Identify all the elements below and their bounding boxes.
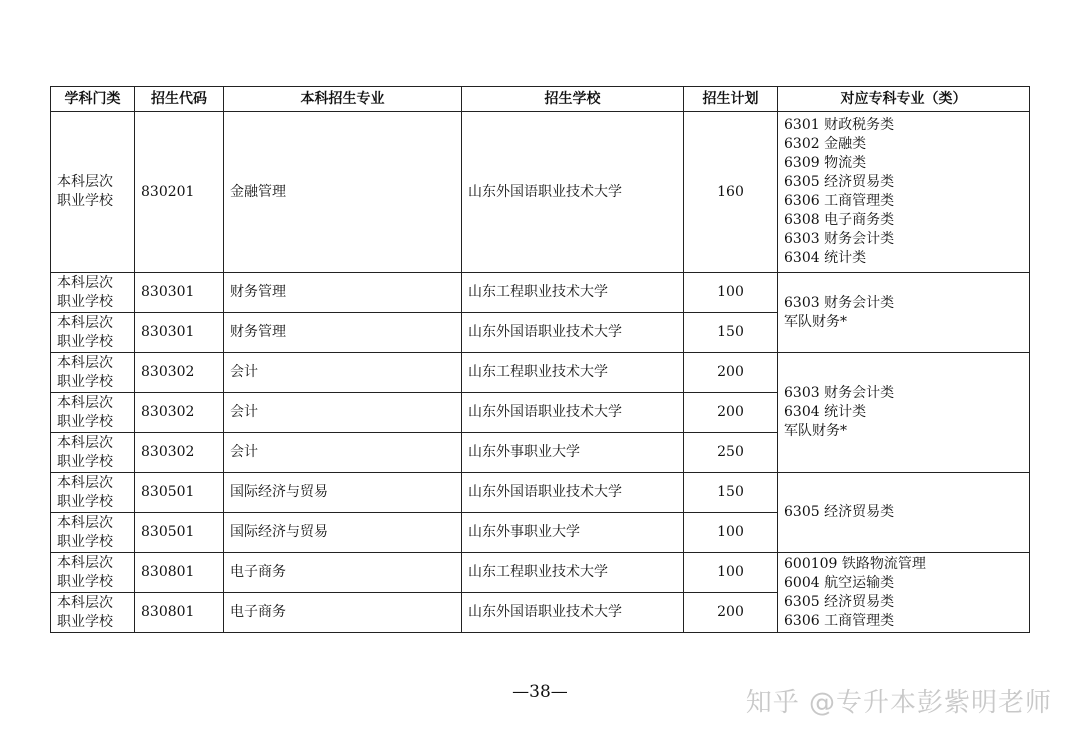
category-cell: 本科层次 职业学校: [51, 513, 135, 553]
header-code: 招生代码: [135, 87, 224, 112]
category-cell: 本科层次 职业学校: [51, 393, 135, 433]
plan-cell: 100: [684, 513, 778, 553]
code-cell: 830302: [135, 393, 224, 433]
table-row: [51, 553, 1030, 593]
header-related-major: 对应专科专业（类）: [778, 87, 1030, 112]
code-cell: 830801: [135, 593, 224, 633]
school-cell: 山东外国语职业技术大学: [462, 473, 684, 513]
category-cell: 本科层次 职业学校: [51, 553, 135, 593]
plan-cell: 100: [684, 273, 778, 313]
header-school: 招生学校: [462, 87, 684, 112]
plan-cell: 160: [684, 112, 778, 273]
table-header-row: [51, 87, 1030, 112]
plan-cell: 150: [684, 473, 778, 513]
page-number: —38—: [512, 682, 568, 702]
major-cell: 国际经济与贸易: [224, 513, 462, 553]
code-cell: 830302: [135, 433, 224, 473]
related-major-cell: 6303 财务会计类 6304 统计类 军队财务*: [778, 353, 1030, 473]
plan-cell: 200: [684, 393, 778, 433]
related-major-cell: 6303 财务会计类 军队财务*: [778, 273, 1030, 353]
header-major: 本科招生专业: [224, 87, 462, 112]
school-cell: 山东外国语职业技术大学: [462, 393, 684, 433]
code-cell: 830302: [135, 353, 224, 393]
table-row: [51, 112, 1030, 273]
watermark: 知乎 @专升本彭紫明老师: [745, 688, 1052, 718]
plan-cell: 250: [684, 433, 778, 473]
major-cell: 金融管理: [224, 112, 462, 273]
plan-cell: 200: [684, 353, 778, 393]
related-major-cell: 600109 铁路物流管理 6004 航空运输类 6305 经济贸易类 6306 工商管理类: [778, 553, 1030, 633]
school-cell: 山东外国语职业技术大学: [462, 313, 684, 353]
category-cell: 本科层次 职业学校: [51, 473, 135, 513]
code-cell: 830201: [135, 112, 224, 273]
major-cell: 电子商务: [224, 593, 462, 633]
school-cell: 山东外国语职业技术大学: [462, 112, 684, 273]
header-category: 学科门类: [51, 87, 135, 112]
category-cell: 本科层次 职业学校: [51, 273, 135, 313]
plan-cell: 200: [684, 593, 778, 633]
category-cell: 本科层次 职业学校: [51, 313, 135, 353]
major-cell: 财务管理: [224, 273, 462, 313]
table-row: [51, 473, 1030, 513]
school-cell: 山东工程职业技术大学: [462, 353, 684, 393]
school-cell: 山东工程职业技术大学: [462, 273, 684, 313]
major-cell: 财务管理: [224, 313, 462, 353]
plan-cell: 150: [684, 313, 778, 353]
code-cell: 830501: [135, 513, 224, 553]
code-cell: 830301: [135, 313, 224, 353]
major-cell: 会计: [224, 353, 462, 393]
code-cell: 830301: [135, 273, 224, 313]
category-cell: 本科层次 职业学校: [51, 433, 135, 473]
school-cell: 山东工程职业技术大学: [462, 553, 684, 593]
code-cell: 830501: [135, 473, 224, 513]
header-plan: 招生计划: [684, 87, 778, 112]
admission-plan-table: [50, 86, 1030, 633]
school-cell: 山东外事职业大学: [462, 513, 684, 553]
related-major-cell: 6301 财政税务类 6302 金融类 6309 物流类 6305 经济贸易类 6306 工商管理类 6308 电子商务类 6303 财务会计类 6304 统计类: [778, 112, 1030, 273]
table-row: [51, 353, 1030, 393]
major-cell: 国际经济与贸易: [224, 473, 462, 513]
code-cell: 830801: [135, 553, 224, 593]
table-row: [51, 273, 1030, 313]
major-cell: 会计: [224, 393, 462, 433]
category-cell: 本科层次 职业学校: [51, 353, 135, 393]
category-cell: 本科层次 职业学校: [51, 593, 135, 633]
major-cell: 会计: [224, 433, 462, 473]
school-cell: 山东外事职业大学: [462, 433, 684, 473]
plan-cell: 100: [684, 553, 778, 593]
related-major-cell: 6305 经济贸易类: [778, 473, 1030, 553]
major-cell: 电子商务: [224, 553, 462, 593]
school-cell: 山东外国语职业技术大学: [462, 593, 684, 633]
category-cell: 本科层次 职业学校: [51, 112, 135, 273]
